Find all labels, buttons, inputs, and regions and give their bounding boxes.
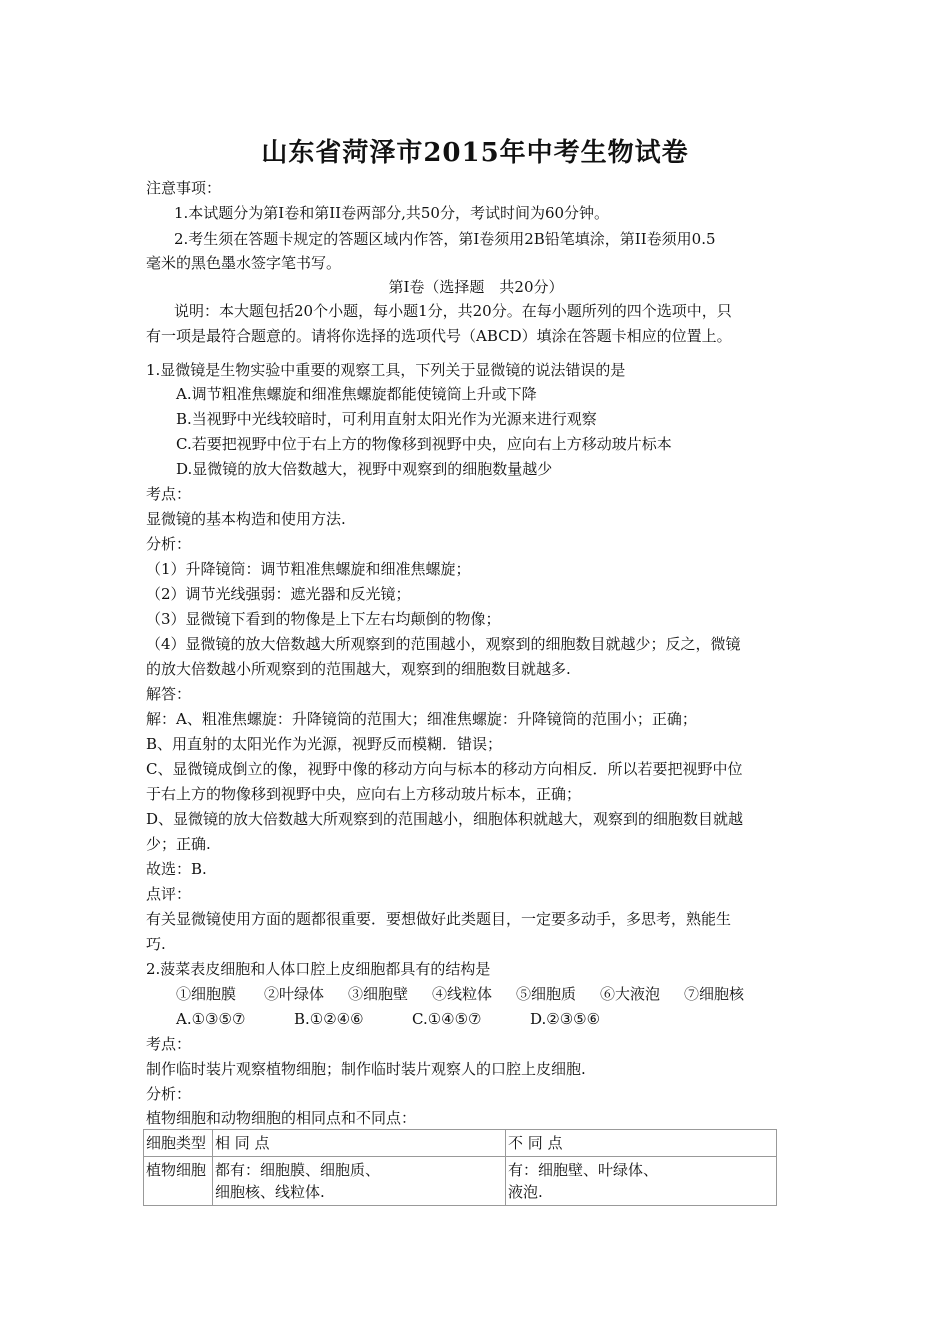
q1-dianping-1: 有关显微镜使用方面的题都很重要．要想做好此类题目，一定要多动手，多思考，熟能生: [146, 910, 732, 928]
table-header-cell: 不 同 点: [506, 1130, 777, 1157]
q1-jieda-1: 解：A、粗准焦螺旋：升降镜筒的范围大；细准焦螺旋：升降镜筒的范围小；正确；: [146, 710, 697, 728]
q1-fenxi-4: （4）显微镜的放大倍数越大所观察到的范围越小，观察到的细胞数目就越少；反之，微镜: [146, 635, 741, 653]
q1-kaodian-label: 考点：: [146, 485, 192, 503]
q1-jieda-6: 少；正确.: [146, 835, 211, 853]
q2-option-a: A.①③⑤⑦: [176, 1010, 246, 1028]
q1-option-d: D.显微镜的放大倍数越大，视野中观察到的细胞数量越少: [176, 460, 553, 478]
q2-fenxi-label: 分析：: [146, 1085, 192, 1103]
q1-dianping-label: 点评：: [146, 885, 192, 903]
section-desc-line-1: 说明：本大题包括20个小题，每小题1分，共20分。在每小题所列的四个选项中，只: [174, 302, 732, 320]
q2-option-list: [176, 1009, 836, 1029]
q1-fenxi-1: （1）升降镜筒：调节粗准焦螺旋和细准焦螺旋；: [146, 560, 471, 578]
q2-item-list: [176, 984, 836, 1004]
q2-option-b: B.①②④⑥: [294, 1010, 364, 1028]
q2-kaodian: 制作临时装片观察植物细胞；制作临时装片观察人的口腔上皮细胞.: [146, 1060, 586, 1078]
table-cell-diff: [506, 1157, 777, 1206]
table-cell-line: 细胞核、线粒体.: [215, 1183, 325, 1201]
page-title: 山东省菏泽市2015年中考生物试卷: [261, 138, 689, 168]
q2-option-d: D.②③⑤⑥: [530, 1010, 601, 1028]
q1-kaodian: 显微镜的基本构造和使用方法.: [146, 510, 346, 528]
cell-comparison-table: [143, 1129, 777, 1206]
q2-stem: 2.菠菜表皮细胞和人体口腔上皮细胞都具有的结构是: [146, 960, 491, 978]
table-header-row: [144, 1130, 777, 1157]
notice-heading: 注意事项：: [146, 179, 222, 197]
table-header-cell: 细胞类型: [144, 1130, 213, 1157]
q1-jieda-3: C、显微镜成倒立的像，视野中像的移动方向与标本的移动方向相反．所以若要把视野中位: [146, 760, 743, 778]
table-cell-line: 都有：细胞膜、细胞质、: [215, 1161, 381, 1179]
q1-fenxi-label: 分析：: [146, 535, 192, 553]
q1-fenxi-2: （2）调节光线强弱：遮光器和反光镜；: [146, 585, 411, 603]
q1-jieda-label: 解答：: [146, 685, 192, 703]
section-heading: 第Ⅰ卷（选择题 共20分）: [388, 278, 564, 296]
q2-item: ⑦细胞核: [684, 985, 745, 1003]
table-cell-line: 液泡.: [508, 1183, 543, 1201]
q2-item: ④线粒体: [432, 985, 493, 1003]
q1-option-a: A.调节粗准焦螺旋和细准焦螺旋都能使镜筒上升或下降: [176, 385, 537, 403]
table-row: [144, 1157, 777, 1206]
notice-item-1: 1.本试题分为第I卷和第II卷两部分,共50分，考试时间为60分钟。: [174, 204, 610, 222]
q2-kaodian-label: 考点：: [146, 1035, 192, 1053]
q2-option-c: C.①④⑤⑦: [412, 1010, 482, 1028]
table-cell-same: [213, 1157, 506, 1206]
q2-item: ⑤细胞质: [516, 985, 577, 1003]
section-desc-line-2: 有一项是最符合题意的。请将你选择的选项代号（ABCD）填涂在答题卡相应的位置上。: [146, 327, 732, 345]
q2-item: ①细胞膜: [176, 985, 237, 1003]
q2-item: ③细胞壁: [348, 985, 409, 1003]
q1-fenxi-3: （3）显微镜下看到的物像是上下左右均颠倒的物像；: [146, 610, 501, 628]
q2-item: ②叶绿体: [264, 985, 325, 1003]
q2-fenxi: 植物细胞和动物细胞的相同点和不同点：: [146, 1109, 417, 1127]
notice-item-2-line-2: 毫米的黑色墨水签字笔书写。: [146, 254, 342, 272]
q1-option-b: B.当视野中光线较暗时，可利用直射太阳光作为光源来进行观察: [176, 410, 597, 428]
q1-answer: 故选：B.: [146, 860, 207, 878]
q1-dianping-2: 巧.: [146, 935, 166, 953]
notice-item-2-line-1: 2.考生须在答题卡规定的答题区域内作答，第I卷须用2B铅笔填涂，第II卷须用0.5: [174, 230, 716, 248]
q1-option-c: C.若要把视野中位于右上方的物像移到视野中央，应向右上方移动玻片标本: [176, 435, 672, 453]
q2-item: ⑥大液泡: [600, 985, 661, 1003]
q1-jieda-4: 于右上方的物像移到视野中央，应向右上方移动玻片标本，正确；: [146, 785, 582, 803]
q1-stem: 1.显微镜是生物实验中重要的观察工具，下列关于显微镜的说法错误的是: [146, 361, 626, 379]
q1-fenxi-5: 的放大倍数越小所观察到的范围越大，观察到的细胞数目就越多.: [146, 660, 571, 678]
table-cell-line: 有：细胞壁、叶绿体、: [508, 1161, 659, 1179]
table-header-cell: 相 同 点: [213, 1130, 506, 1157]
q1-jieda-2: B、用直射的太阳光作为光源，视野反而模糊．错误；: [146, 735, 503, 753]
q1-jieda-5: D、显微镜的放大倍数越大所观察到的范围越小，细胞体积就越大，观察到的细胞数目就越: [146, 810, 744, 828]
table-cell-type: 植物细胞: [144, 1157, 213, 1206]
